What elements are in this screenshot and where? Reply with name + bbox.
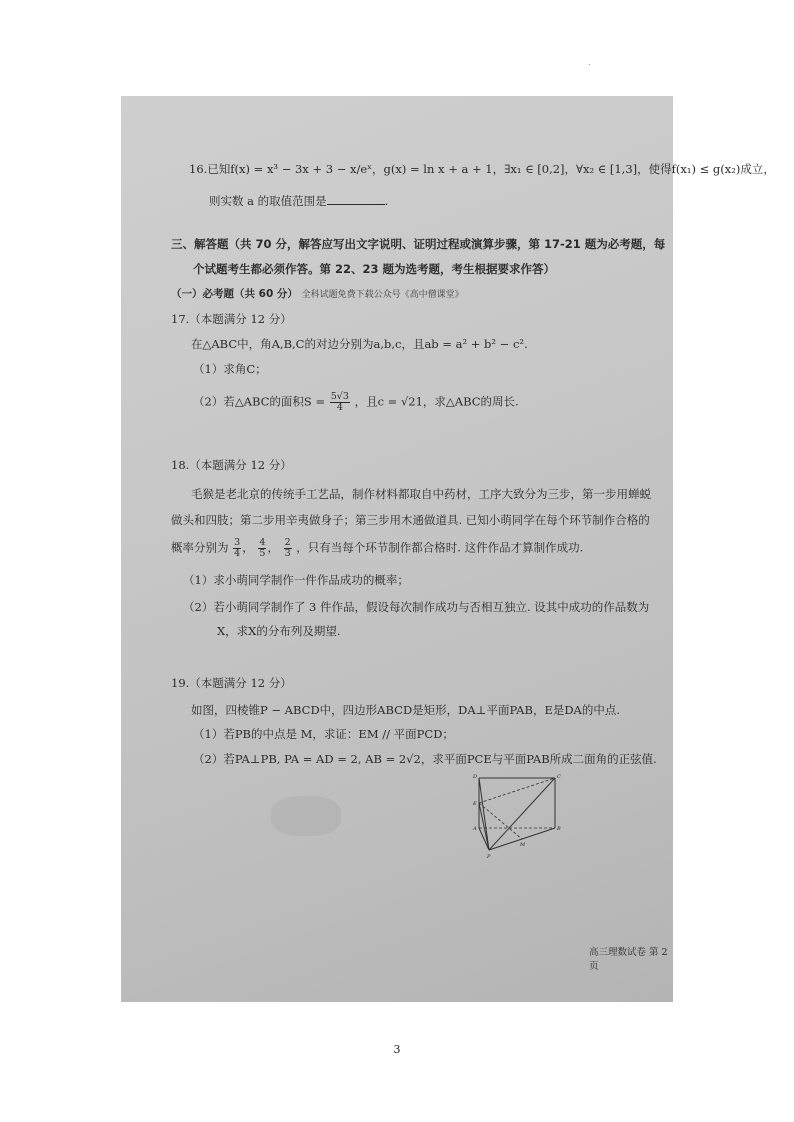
q19-part2: （2）若PA⊥PB, PA = AD = 2, AB = 2√2，求平面PCE与平面PAB所成二面角的正弦值. — [193, 752, 657, 766]
q18-part2-b: X，求X的分布列及期望. — [217, 624, 341, 638]
page-number: 3 — [393, 1043, 401, 1056]
label-p: P — [487, 854, 491, 860]
q17-part2-a: （2）若△ABC的面积S = — [193, 394, 326, 409]
label-b: B — [557, 826, 561, 832]
label-e: E — [473, 801, 477, 807]
q18-line3-b: ，只有当每个环节制作都合格时. 这件作品才算制作成功. — [296, 540, 584, 555]
q18-part2-a: （2）若小萌同学制作了 3 件作品，假设每次制作成功与否相互独立. 设其中成功的作品数为 — [183, 600, 650, 614]
q18-line2: 做头和四肢；第二步用辛夷做身子；第三步用木通做道具. 已知小萌同学在每个环节制作合格的 — [171, 513, 650, 527]
page-footer: 高三理数试卷 第 2 页 — [589, 947, 668, 972]
prob2-num: 4 — [259, 537, 266, 548]
prob2-den: 5 — [259, 548, 266, 559]
q17-stem: 在△ABC中，角A,B,C的对边分别为a,b,c，且ab = a² + b² − c². — [191, 337, 528, 351]
prob-fraction-3 — [284, 538, 292, 559]
q19-heading: 19.（本题满分 12 分） — [171, 676, 292, 690]
q18-heading: 18.（本题满分 12 分） — [171, 458, 292, 472]
q17-part1: （1）求角C； — [193, 362, 267, 376]
q16-line2 — [209, 194, 388, 208]
label-a: A — [473, 826, 477, 832]
sep-1: ， — [242, 540, 254, 555]
q17-part2 — [193, 392, 519, 413]
paper-stain — [271, 796, 341, 836]
section3-line2: 个试题考生都必须作答。第 22、23 题为选考题，考生根据要求作答） — [193, 262, 556, 276]
sep-2: ， — [267, 540, 279, 555]
q19-part1: （1）若PB的中点是 M，求证：EM // 平面PCD； — [193, 727, 454, 741]
q18-line3 — [171, 538, 583, 559]
top-mark: . — [588, 58, 591, 67]
section3-line1: 三、解答题（共 70 分，解答应写出文字说明、证明过程或演算步骤，第 17-21 题为必考题，每 — [171, 237, 666, 251]
q16-line2-text: 则实数 a 的取值范围是 — [209, 194, 327, 208]
section3-subtitle-row — [171, 286, 464, 302]
area-numerator: 5√3 — [330, 391, 349, 402]
label-m: M — [520, 842, 526, 848]
prob1-num: 3 — [234, 537, 241, 548]
area-fraction — [330, 392, 350, 413]
q18-part1: （1）求小萌同学制作一件作品成功的概率； — [183, 573, 409, 587]
answer-blank — [327, 194, 385, 205]
q16-line1: 16.已知f(x) = x³ − 3x + 3 − x/eˣ，g(x) = ln x + a + 1，∃x₁ ∈ [0,2]，∀x₂ ∈ [1,3]，使得f(x₁) ≤ g(x₂)成立， — [189, 162, 775, 176]
scanned-exam-photo — [121, 96, 775, 1002]
prob-fraction-1 — [233, 538, 241, 559]
prob3-num: 2 — [284, 537, 291, 548]
q16-line2-end: . — [384, 194, 389, 208]
prob-fraction-2 — [258, 538, 266, 559]
q17-heading: 17.（本题满分 12 分） — [171, 312, 292, 326]
area-denominator: 4 — [336, 402, 343, 413]
q19-stem: 如图，四棱锥P − ABCD中，四边形ABCD是矩形，DA⊥平面PAB，E是DA的中点. — [191, 703, 621, 717]
pyramid-figure — [469, 770, 561, 862]
label-c: C — [557, 774, 561, 780]
prob1-den: 4 — [234, 548, 241, 559]
q18-line1: 毛猴是老北京的传统手工艺品，制作材料都取自中药材，工序大致分为三步，第一步用蝉蜕 — [191, 487, 651, 501]
q18-line3-a: 概率分别为 — [171, 540, 229, 555]
q17-part2-b: ，且c = √21，求△ABC的周长. — [354, 394, 519, 409]
required-subtitle: （一）必考题（共 60 分） — [171, 288, 298, 300]
label-d: D — [473, 774, 478, 780]
watermark-text: 全科试题免费下载公众号《高中僧课堂》 — [301, 290, 464, 300]
prob3-den: 3 — [284, 548, 291, 559]
